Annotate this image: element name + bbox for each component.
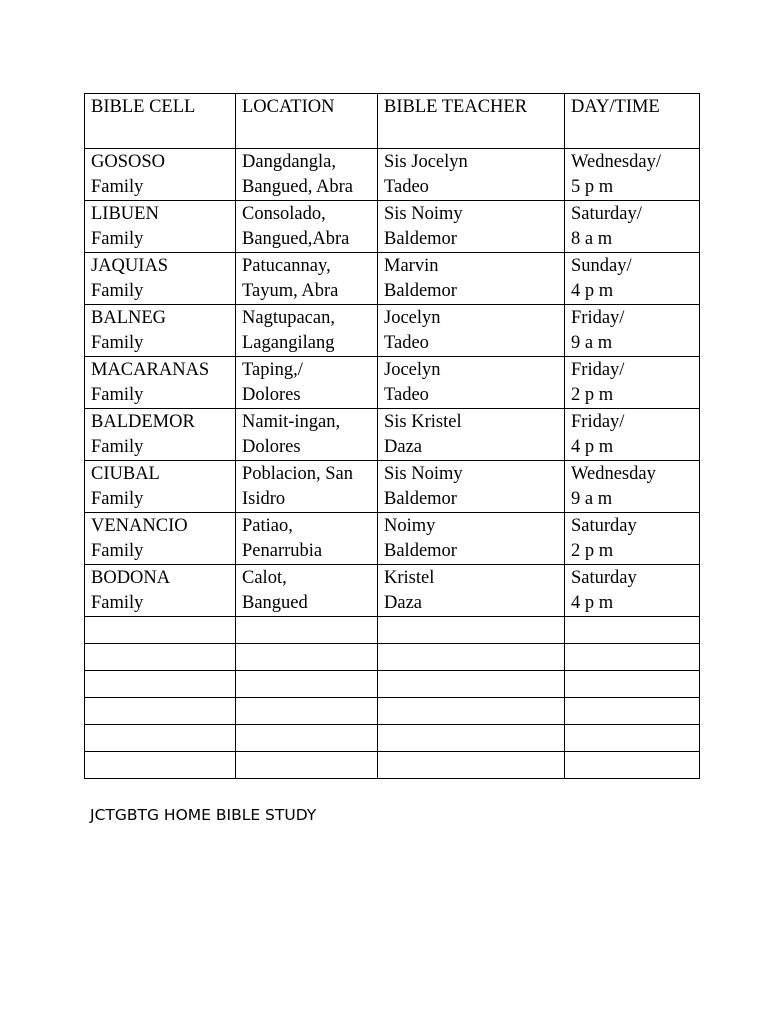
cell-bible-cell: GOSOSO Family bbox=[85, 149, 236, 201]
cell-bible-teacher: Sis Kristel Daza bbox=[378, 409, 565, 461]
table-row bbox=[85, 201, 700, 253]
empty-cell bbox=[378, 725, 565, 752]
header-day-time: DAY/TIME bbox=[565, 94, 700, 149]
empty-cell bbox=[378, 752, 565, 779]
cell-day-time: Saturday 2 p m bbox=[565, 513, 700, 565]
empty-cell bbox=[565, 644, 700, 671]
empty-cell bbox=[85, 725, 236, 752]
cell-bible-cell: MACARANAS Family bbox=[85, 357, 236, 409]
empty-cell bbox=[378, 671, 565, 698]
cell-location: Poblacion, San Isidro bbox=[236, 461, 378, 513]
cell-location: Nagtupacan, Lagangilang bbox=[236, 305, 378, 357]
cell-location: Taping,/ Dolores bbox=[236, 357, 378, 409]
cell-location: Namit-ingan, Dolores bbox=[236, 409, 378, 461]
empty-cell bbox=[236, 644, 378, 671]
empty-cell bbox=[565, 698, 700, 725]
empty-cell bbox=[85, 617, 236, 644]
empty-cell bbox=[236, 698, 378, 725]
cell-bible-cell: BODONA Family bbox=[85, 565, 236, 617]
cell-day-time: Saturday/ 8 a m bbox=[565, 201, 700, 253]
empty-cell bbox=[378, 617, 565, 644]
empty-cell bbox=[565, 671, 700, 698]
empty-cell bbox=[236, 752, 378, 779]
table-row bbox=[85, 253, 700, 305]
empty-table-row bbox=[85, 671, 700, 698]
cell-day-time: Wednesday/ 5 p m bbox=[565, 149, 700, 201]
empty-cell bbox=[85, 671, 236, 698]
cell-bible-teacher: Sis Noimy Baldemor bbox=[378, 201, 565, 253]
empty-cell bbox=[85, 698, 236, 725]
cell-bible-teacher: Marvin Baldemor bbox=[378, 253, 565, 305]
table-header-row bbox=[85, 94, 700, 149]
table-body bbox=[85, 94, 700, 779]
cell-bible-cell: BALNEG Family bbox=[85, 305, 236, 357]
cell-day-time: Saturday 4 p m bbox=[565, 565, 700, 617]
empty-table-row bbox=[85, 725, 700, 752]
cell-day-time: Friday/ 9 a m bbox=[565, 305, 700, 357]
table-row bbox=[85, 409, 700, 461]
cell-bible-teacher: Kristel Daza bbox=[378, 565, 565, 617]
cell-location: Patiao, Penarrubia bbox=[236, 513, 378, 565]
table-row bbox=[85, 461, 700, 513]
empty-cell bbox=[85, 644, 236, 671]
empty-cell bbox=[378, 644, 565, 671]
cell-bible-teacher: Noimy Baldemor bbox=[378, 513, 565, 565]
header-bible-cell: BIBLE CELL bbox=[85, 94, 236, 149]
document-footer-title: JCTGBTG HOME BIBLE STUDY bbox=[90, 806, 317, 824]
cell-bible-teacher: Jocelyn Tadeo bbox=[378, 305, 565, 357]
cell-location: Dangdangla, Bangued, Abra bbox=[236, 149, 378, 201]
bible-study-schedule-table bbox=[84, 93, 700, 779]
cell-bible-cell: VENANCIO Family bbox=[85, 513, 236, 565]
empty-cell bbox=[565, 752, 700, 779]
table-row bbox=[85, 357, 700, 409]
cell-bible-cell: CIUBAL Family bbox=[85, 461, 236, 513]
empty-cell bbox=[378, 698, 565, 725]
empty-table-row bbox=[85, 617, 700, 644]
table-row bbox=[85, 305, 700, 357]
table-row bbox=[85, 565, 700, 617]
cell-bible-teacher: Sis Jocelyn Tadeo bbox=[378, 149, 565, 201]
empty-cell bbox=[85, 752, 236, 779]
header-bible-teacher: BIBLE TEACHER bbox=[378, 94, 565, 149]
empty-cell bbox=[236, 725, 378, 752]
cell-bible-cell: LIBUEN Family bbox=[85, 201, 236, 253]
cell-day-time: Friday/ 2 p m bbox=[565, 357, 700, 409]
empty-cell bbox=[236, 617, 378, 644]
cell-location: Calot, Bangued bbox=[236, 565, 378, 617]
header-location: LOCATION bbox=[236, 94, 378, 149]
table-row bbox=[85, 513, 700, 565]
empty-table-row bbox=[85, 752, 700, 779]
cell-bible-cell: JAQUIAS Family bbox=[85, 253, 236, 305]
cell-day-time: Friday/ 4 p m bbox=[565, 409, 700, 461]
cell-location: Consolado, Bangued,Abra bbox=[236, 201, 378, 253]
cell-bible-cell: BALDEMOR Family bbox=[85, 409, 236, 461]
cell-location: Patucannay, Tayum, Abra bbox=[236, 253, 378, 305]
cell-bible-teacher: Sis Noimy Baldemor bbox=[378, 461, 565, 513]
table-row bbox=[85, 149, 700, 201]
empty-table-row bbox=[85, 644, 700, 671]
empty-cell bbox=[565, 725, 700, 752]
empty-cell bbox=[565, 617, 700, 644]
cell-day-time: Wednesday 9 a m bbox=[565, 461, 700, 513]
empty-cell bbox=[236, 671, 378, 698]
empty-table-row bbox=[85, 698, 700, 725]
cell-day-time: Sunday/ 4 p m bbox=[565, 253, 700, 305]
cell-bible-teacher: Jocelyn Tadeo bbox=[378, 357, 565, 409]
